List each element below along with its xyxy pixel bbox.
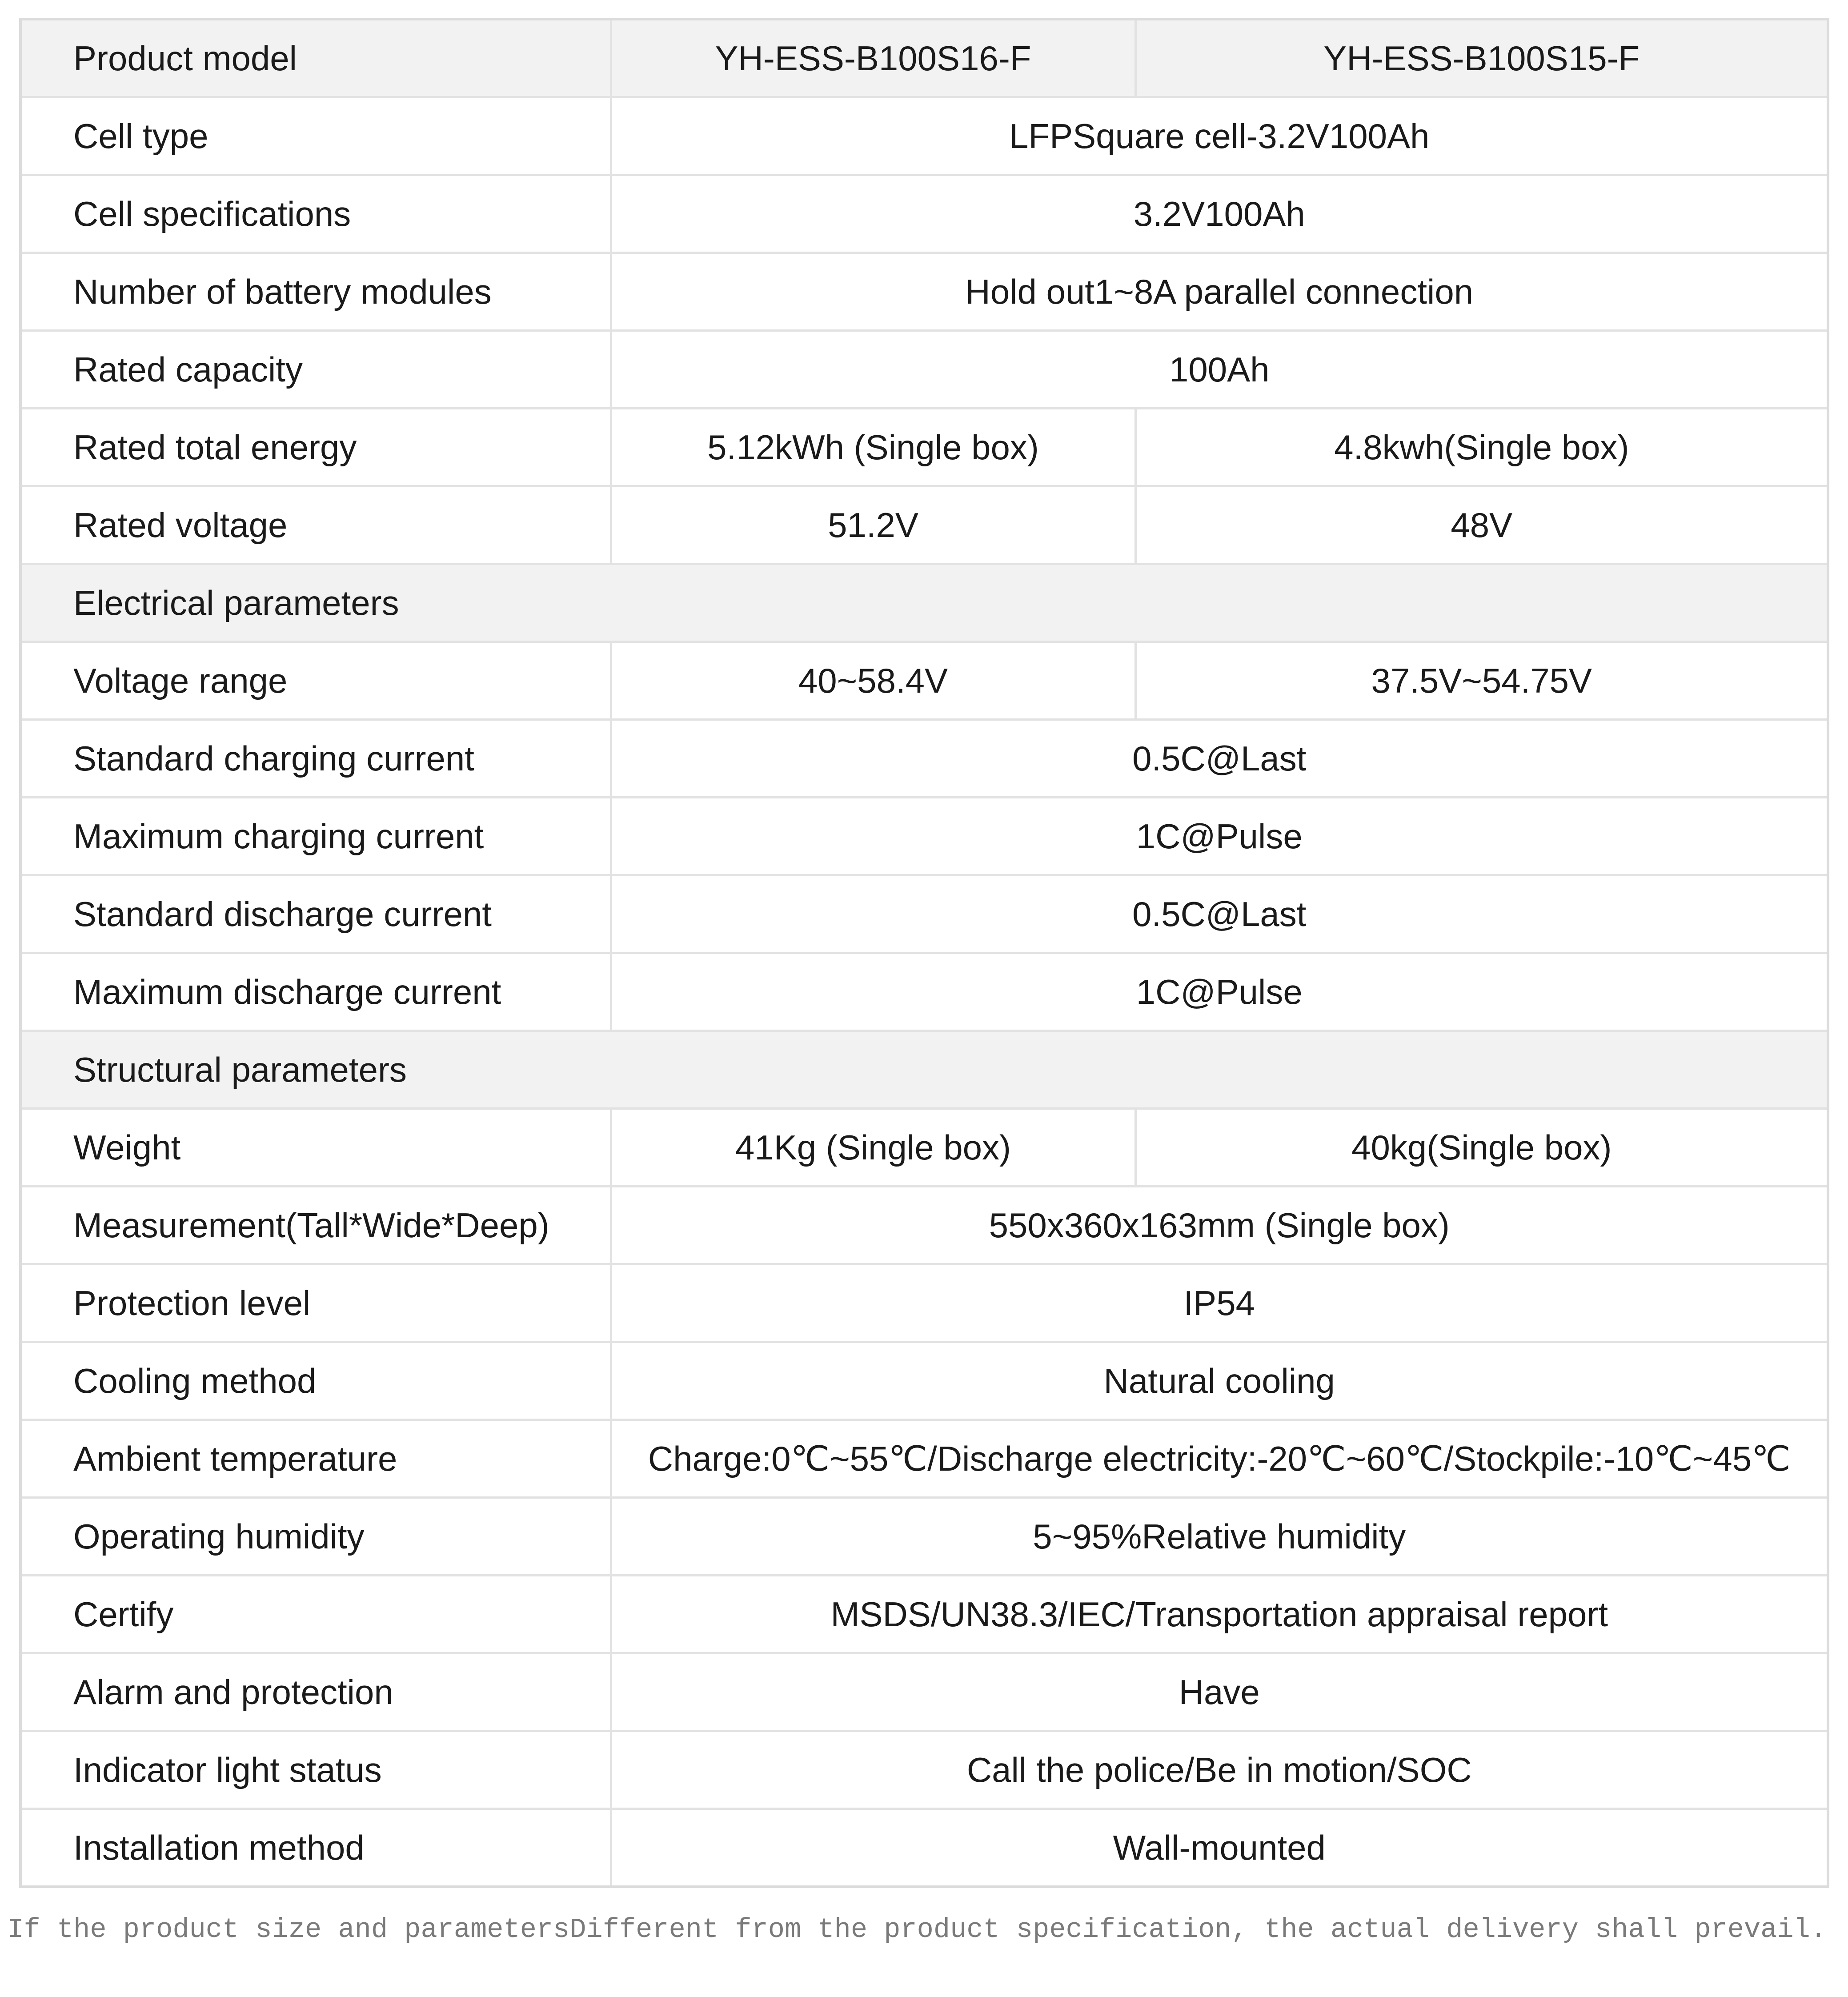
spec-value: 0.5C@Last bbox=[611, 720, 1828, 798]
spec-row bbox=[20, 1498, 1828, 1576]
model-name-1: YH-ESS-B100S16-F bbox=[611, 19, 1135, 97]
spec-value: Hold out1~8A parallel connection bbox=[611, 253, 1828, 331]
section-header-row bbox=[20, 564, 1828, 642]
product-model-label: Product model bbox=[20, 19, 611, 97]
spec-row bbox=[20, 1731, 1828, 1809]
spec-row bbox=[20, 331, 1828, 409]
spec-row bbox=[20, 642, 1828, 720]
spec-row bbox=[20, 1576, 1828, 1653]
spec-row bbox=[20, 1342, 1828, 1420]
spec-row bbox=[20, 953, 1828, 1031]
spec-label: Weight bbox=[20, 1109, 611, 1187]
spec-value-model-1: 40~58.4V bbox=[611, 642, 1135, 720]
spec-value-model-1: 41Kg (Single box) bbox=[611, 1109, 1135, 1187]
spec-value: MSDS/UN38.3/IEC/Transportation appraisal report bbox=[611, 1576, 1828, 1653]
spec-row bbox=[20, 486, 1828, 564]
spec-row bbox=[20, 1264, 1828, 1342]
spec-label: Rated voltage bbox=[20, 486, 611, 564]
spec-label: Rated total energy bbox=[20, 409, 611, 486]
spec-row bbox=[20, 875, 1828, 953]
spec-value: 3.2V100Ah bbox=[611, 175, 1828, 253]
spec-row bbox=[20, 253, 1828, 331]
spec-label: Cell type bbox=[20, 97, 611, 175]
spec-value-model-2: 37.5V~54.75V bbox=[1135, 642, 1828, 720]
spec-row bbox=[20, 1420, 1828, 1498]
spec-row bbox=[20, 720, 1828, 798]
section-header-row bbox=[20, 1031, 1828, 1109]
spec-label: Protection level bbox=[20, 1264, 611, 1342]
spec-value: 5~95%Relative humidity bbox=[611, 1498, 1828, 1576]
spec-value: Have bbox=[611, 1653, 1828, 1731]
spec-value: 1C@Pulse bbox=[611, 953, 1828, 1031]
spec-row bbox=[20, 1809, 1828, 1887]
spec-label: Alarm and protection bbox=[20, 1653, 611, 1731]
spec-value: Charge:0℃~55℃/Discharge electricity:-20℃~60℃/Stockpile:-10℃~45℃ bbox=[611, 1420, 1828, 1498]
spec-label: Installation method bbox=[20, 1809, 611, 1887]
spec-value-model-2: 40kg(Single box) bbox=[1135, 1109, 1828, 1187]
spec-row bbox=[20, 1653, 1828, 1731]
spec-label: Standard discharge current bbox=[20, 875, 611, 953]
spec-label: Cell specifications bbox=[20, 175, 611, 253]
footnote: If the product size and parametersDifferent from the product specification, the actual delivery shall prevail. bbox=[7, 1914, 1827, 1945]
spec-label: Ambient temperature bbox=[20, 1420, 611, 1498]
spec-value: Wall-mounted bbox=[611, 1809, 1828, 1887]
spec-label: Measurement(Tall*Wide*Deep) bbox=[20, 1187, 611, 1264]
spec-value: Call the police/Be in motion/SOC bbox=[611, 1731, 1828, 1809]
spec-row bbox=[20, 798, 1828, 875]
spec-label: Number of battery modules bbox=[20, 253, 611, 331]
section-title: Electrical parameters bbox=[20, 564, 1828, 642]
spec-value-model-2: 4.8kwh(Single box) bbox=[1135, 409, 1828, 486]
spec-value-model-1: 51.2V bbox=[611, 486, 1135, 564]
spec-label: Maximum discharge current bbox=[20, 953, 611, 1031]
spec-label: Maximum charging current bbox=[20, 798, 611, 875]
header-row bbox=[20, 19, 1828, 97]
spec-label: Rated capacity bbox=[20, 331, 611, 409]
spec-value: 100Ah bbox=[611, 331, 1828, 409]
spec-label: Indicator light status bbox=[20, 1731, 611, 1809]
spec-row bbox=[20, 97, 1828, 175]
spec-label: Cooling method bbox=[20, 1342, 611, 1420]
spec-label: Operating humidity bbox=[20, 1498, 611, 1576]
spec-value: Natural cooling bbox=[611, 1342, 1828, 1420]
spec-value-model-1: 5.12kWh (Single box) bbox=[611, 409, 1135, 486]
spec-value: 0.5C@Last bbox=[611, 875, 1828, 953]
spec-row bbox=[20, 409, 1828, 486]
spec-label: Standard charging current bbox=[20, 720, 611, 798]
spec-table-body bbox=[20, 19, 1828, 1887]
spec-row bbox=[20, 175, 1828, 253]
spec-table bbox=[19, 18, 1829, 1888]
spec-row bbox=[20, 1109, 1828, 1187]
spec-value: 550x360x163mm (Single box) bbox=[611, 1187, 1828, 1264]
spec-value: IP54 bbox=[611, 1264, 1828, 1342]
spec-label: Voltage range bbox=[20, 642, 611, 720]
spec-value-model-2: 48V bbox=[1135, 486, 1828, 564]
spec-label: Certify bbox=[20, 1576, 611, 1653]
spec-value: LFPSquare cell-3.2V100Ah bbox=[611, 97, 1828, 175]
spec-row bbox=[20, 1187, 1828, 1264]
spec-value: 1C@Pulse bbox=[611, 798, 1828, 875]
section-title: Structural parameters bbox=[20, 1031, 1828, 1109]
model-name-2: YH-ESS-B100S15-F bbox=[1135, 19, 1828, 97]
